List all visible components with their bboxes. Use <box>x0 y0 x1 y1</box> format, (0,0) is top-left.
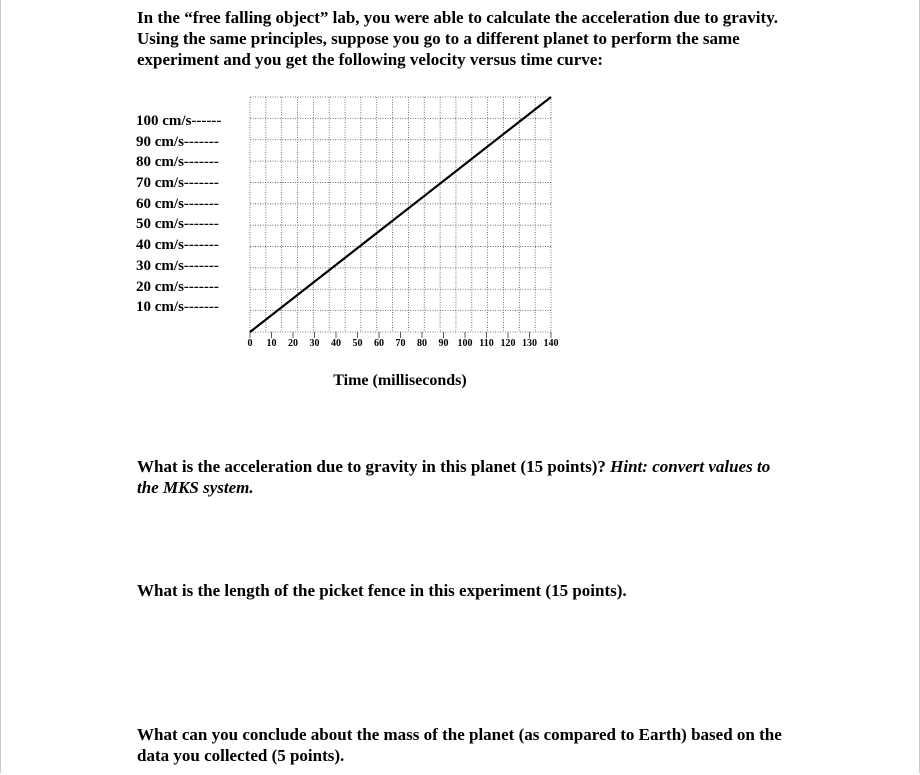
question-1-hint: Hint: convert values to the MKS system. <box>137 457 771 497</box>
y-tick-label: 20 cm/s------- <box>136 278 219 295</box>
x-tick-label: 40 <box>331 338 341 349</box>
x-tick-label: 90 <box>438 338 449 349</box>
y-tick-label: 50 cm/s------- <box>136 216 219 233</box>
x-tick-label: 30 <box>309 338 320 349</box>
y-tick-label: 80 cm/s------- <box>136 154 219 171</box>
question-2: What is the length of the picket fence in this experiment (15 points). <box>137 581 627 600</box>
y-tick-label: 10 cm/s------- <box>136 299 219 316</box>
question-3: What can you conclude about the mass of the planet (as compared to Earth) based on the data you collected (5 points). <box>137 725 782 765</box>
x-axis-tick-labels <box>0 338 920 352</box>
x-tick-label: 50 <box>352 338 363 349</box>
y-tick-label: 60 cm/s------- <box>136 195 219 212</box>
chart-series <box>250 97 551 332</box>
x-tick-label: 0 <box>247 338 253 349</box>
x-tick-label: 120 <box>500 338 516 349</box>
x-tick-label: 100 <box>457 338 473 349</box>
question-1-text: What is the acceleration due to gravity in this planet (15 points)? <box>137 457 606 476</box>
x-tick-label: 80 <box>417 338 427 349</box>
x-tick-label: 20 <box>288 338 298 349</box>
y-tick-label: 70 cm/s------- <box>136 175 219 192</box>
x-tick-label: 60 <box>374 338 384 349</box>
y-tick-label: 90 cm/s------- <box>136 133 219 150</box>
y-tick-label: 30 cm/s------- <box>136 257 219 274</box>
x-tick-label: 130 <box>522 338 537 349</box>
question-1 <box>137 456 777 498</box>
x-tick-label: 10 <box>266 338 277 349</box>
y-tick-label: 40 cm/s------- <box>136 237 219 254</box>
x-tick-label: 110 <box>479 338 494 349</box>
series-line <box>250 97 551 332</box>
x-tick-label: 140 <box>543 338 559 349</box>
y-tick-label: 100 cm/s------ <box>136 113 222 129</box>
x-axis-title: Time (milliseconds) <box>333 372 467 389</box>
x-tick-label: 70 <box>395 338 406 349</box>
intro-paragraph: In the “free falling object” lab, you were able to calculate the acceleration due to gravity. Using the same principles, suppose you go to a different planet to perform the same experiment and you get the following velocity versus time curve: <box>137 8 779 69</box>
